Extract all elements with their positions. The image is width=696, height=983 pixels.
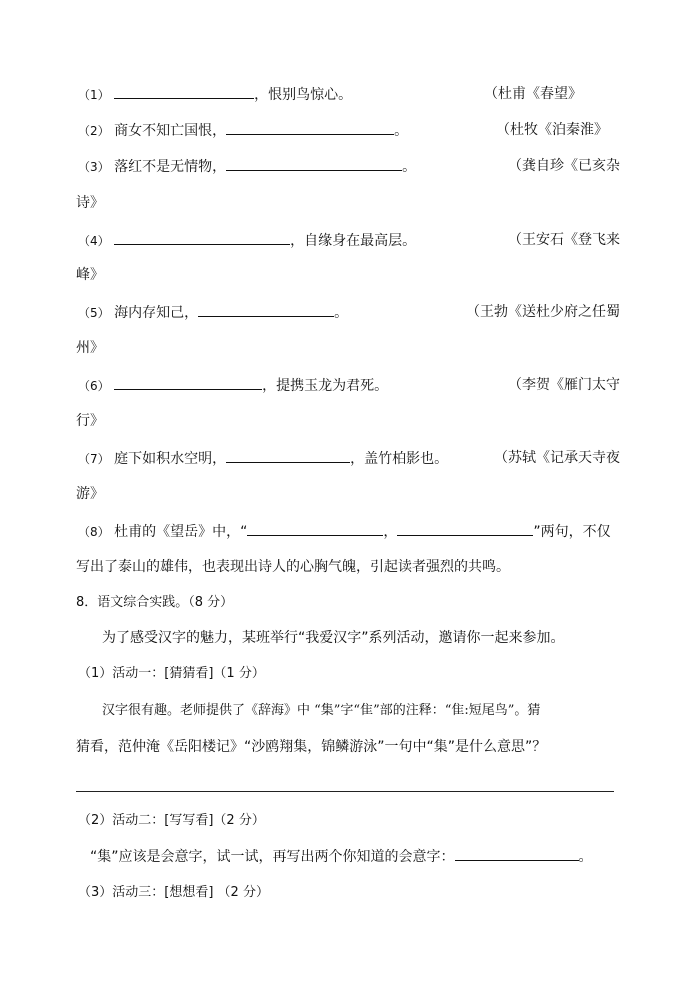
poem-source-wrap: 峰》 xyxy=(76,267,104,283)
poem-source: （王勃《送杜少府之任蜀 xyxy=(466,304,620,320)
poem-source: （王安石《登飞来 xyxy=(508,232,620,248)
poem-source: （龚自珍《已亥杂 xyxy=(508,158,620,174)
poem-text: ，盖竹柏影也。 xyxy=(350,451,449,467)
item-number: （1） xyxy=(78,88,110,102)
poem-text: 。 xyxy=(394,123,409,139)
poem-source: （李贺《雁门太守 xyxy=(508,377,620,393)
poem-line-7 xyxy=(78,448,448,469)
poem-source-wrap: 行》 xyxy=(76,413,104,429)
fill-blank[interactable] xyxy=(114,375,262,390)
item-number: （2） xyxy=(78,124,110,138)
poem-text: ， xyxy=(383,524,398,540)
activity-2-prompt: “集”应该是会意字，试一试，再写出两个你知道的会意字： xyxy=(90,849,455,865)
fill-blank[interactable] xyxy=(114,230,290,245)
activity-1-label: （1）活动一：[猜猜看]（1 分） xyxy=(78,666,265,681)
activity-2-end: 。 xyxy=(578,849,593,865)
answer-line[interactable] xyxy=(76,791,614,792)
fill-blank[interactable] xyxy=(397,521,533,536)
poem-text: 商女不知亡国恨， xyxy=(114,123,227,139)
poem-text: ”两句，不仅 xyxy=(533,524,611,540)
poem-text: 。 xyxy=(334,305,349,321)
fill-blank[interactable] xyxy=(247,521,383,536)
poem-line-2 xyxy=(78,120,408,141)
item-number: （7） xyxy=(78,452,110,466)
fill-blank[interactable] xyxy=(226,120,394,135)
fill-blank[interactable] xyxy=(226,156,402,171)
section-title: 8．语文综合实践。（8 分） xyxy=(76,595,234,610)
item-number: （5） xyxy=(78,306,110,320)
poem-source-wrap: 游》 xyxy=(76,486,104,502)
item-number: （3） xyxy=(78,160,110,174)
fill-blank[interactable] xyxy=(455,846,579,861)
poem-source-wrap: 诗》 xyxy=(76,195,104,211)
activity-1-text: 汉字很有趣。老师提供了《辞海》中 “集”字“隹”部的注释：“隹:短尾鸟”。猜 xyxy=(102,703,541,718)
fill-blank[interactable] xyxy=(198,302,334,317)
activity-2-text xyxy=(90,846,593,867)
poem-text: 落红不是无情物， xyxy=(114,159,227,175)
poem-line-8 xyxy=(78,521,611,542)
poem-line-3 xyxy=(78,156,416,177)
poem-source-wrap: 州》 xyxy=(76,340,104,356)
fill-blank[interactable] xyxy=(226,448,350,463)
activity-1-text-cont: 猜看，范仲淹《岳阳楼记》“沙鸥翔集，锦鳞游泳”一句中“集”是什么意思”？ xyxy=(76,739,547,755)
poem-text: ，自缘身在最高层。 xyxy=(290,233,417,249)
item-number: （6） xyxy=(78,379,110,393)
poem-text: 。 xyxy=(402,159,417,175)
section-intro: 为了感受汉字的魅力，某班举行“我爱汉字”系列活动，邀请你一起来参加。 xyxy=(102,630,565,646)
poem-text: 庭下如积水空明， xyxy=(114,451,227,467)
poem-text: ，恨别鸟惊心。 xyxy=(254,87,353,103)
activity-3-label: （3）活动三：[想想看] （2 分） xyxy=(78,885,269,900)
poem-line-6 xyxy=(78,375,388,396)
poem-line-1 xyxy=(78,84,352,105)
poem-text: ，提携玉龙为君死。 xyxy=(262,378,389,394)
poem-source: （杜牧《泊秦淮》 xyxy=(496,122,608,138)
poem-line-4 xyxy=(78,230,416,251)
poem-line-8-cont: 写出了泰山的雄伟，也表现出诗人的心胸气魄，引起读者强烈的共鸣。 xyxy=(76,559,510,575)
fill-blank[interactable] xyxy=(114,84,254,99)
poem-source: （杜甫《春望》 xyxy=(484,86,582,102)
item-number: （4） xyxy=(78,234,110,248)
activity-2-label: （2）活动二：[写写看]（2 分） xyxy=(78,813,265,828)
poem-line-5 xyxy=(78,302,348,323)
poem-text: 海内存知己， xyxy=(114,305,199,321)
item-number: （8） xyxy=(78,525,110,539)
poem-text: 杜甫的《望岳》中，“ xyxy=(114,524,248,540)
poem-source: （苏轼《记承天寺夜 xyxy=(494,450,620,466)
